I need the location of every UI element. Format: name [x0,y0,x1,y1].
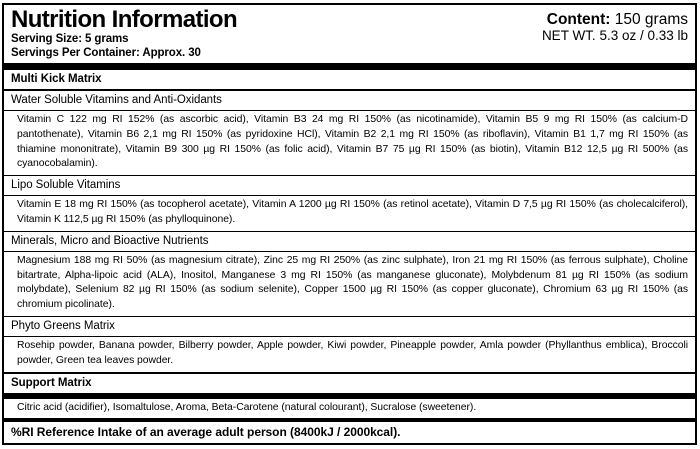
subsection-heading-water-soluble-vitamins: Water Soluble Vitamins and Anti-Oxidants [4,91,695,111]
subsection-body-phyto-greens-matrix: Rosehip powder, Banana powder, Bilberry powder, Apple powder, Kiwi powder, Pineapple powder, Amla powder (Phyllanthus emblica), Broccoli powder, Green tea leaves powder. [4,337,695,374]
subsection-body-minerals-micro-bioactive: Magnesium 188 mg RI 50% (as magnesium citrate), Zinc 25 mg RI 250% (as zinc sulphate), Iron 21 mg RI 150% (as ferrous sulphate), Choline bitartrate, Alpha-lipoic acid (ALA), Inositol, Manganese 3 mg RI 150% (as manganese gluconate), Molybdenum 81 µg RI 150% (as sodium molybdate), Selenium 82 µg RI 150% (as sodium selenite), Copper 1500 µg RI 150% (as copper gluconate), Chromium 63 µg RI 150% (as chromium picolinate). [4,252,695,317]
subsection-body-water-soluble-vitamins: Vitamin C 122 mg RI 152% (as ascorbic acid), Vitamin B3 24 mg RI 150% (as nicotinamide), Vitamin B5 9 mg RI 150% (as calcium-D pantothenate), Vitamin B6 2,1 mg RI 150% (as pyridoxine HCl), Vitamin B2 2,1 mg RI 150% (as riboflavin), Vitamin B1 1,7 mg RI 150% (as thiamine mononitrate), Vitamin B9 300 µg RI 150% (as folic acid), Vitamin B7 75 µg RI 150% (as biotin), Vitamin B12 12,5 µg RI 500% (as cyanocobalamin). [4,111,695,176]
serving-size: Serving Size: 5 grams [11,33,129,45]
content-block [542,7,688,44]
subsection-body-lipo-soluble-vitamins: Vitamin E 18 mg RI 150% (as tocopherol acetate), Vitamin A 1200 µg RI 150% (as retinol acetate), Vitamin D 7,5 µg RI 150% (as cholecalciferol), Vitamin K 112,5 µg RI 150% (as phylloquinone). [4,196,695,232]
thick-divider-bar [4,63,695,70]
subsection-heading-lipo-soluble-vitamins: Lipo Soluble Vitamins [4,176,695,196]
reference-intake-footnote: %RI Reference Intake of an average adult person (8400kJ / 2000kcal). [11,425,401,440]
section-body-support-matrix: Citric acid (acidifier), Isomaltulose, Aroma, Beta-Carotene (natural colourant), Sucralose (sweetener). [17,401,477,413]
section-heading-multi-kick-matrix: Multi Kick Matrix [4,70,695,91]
content-label: Content: [546,11,611,28]
subsection-heading-minerals-micro-bioactive: Minerals, Micro and Bioactive Nutrients [4,232,695,252]
section-heading-support-matrix: Support Matrix [11,376,92,389]
subsection-heading-phyto-greens-matrix: Phyto Greens Matrix [4,317,695,337]
label-title: Nutrition Information [11,6,238,33]
content-line [542,11,688,28]
header-left [11,7,237,60]
nutrition-label [2,3,697,445]
content-value: 150 grams [614,11,688,28]
net-weight: NET WT. 5.3 oz / 0.33 lb [541,28,688,43]
servings-per-container: Servings Per Container: Approx. 30 [11,46,201,59]
label-header [4,5,695,63]
